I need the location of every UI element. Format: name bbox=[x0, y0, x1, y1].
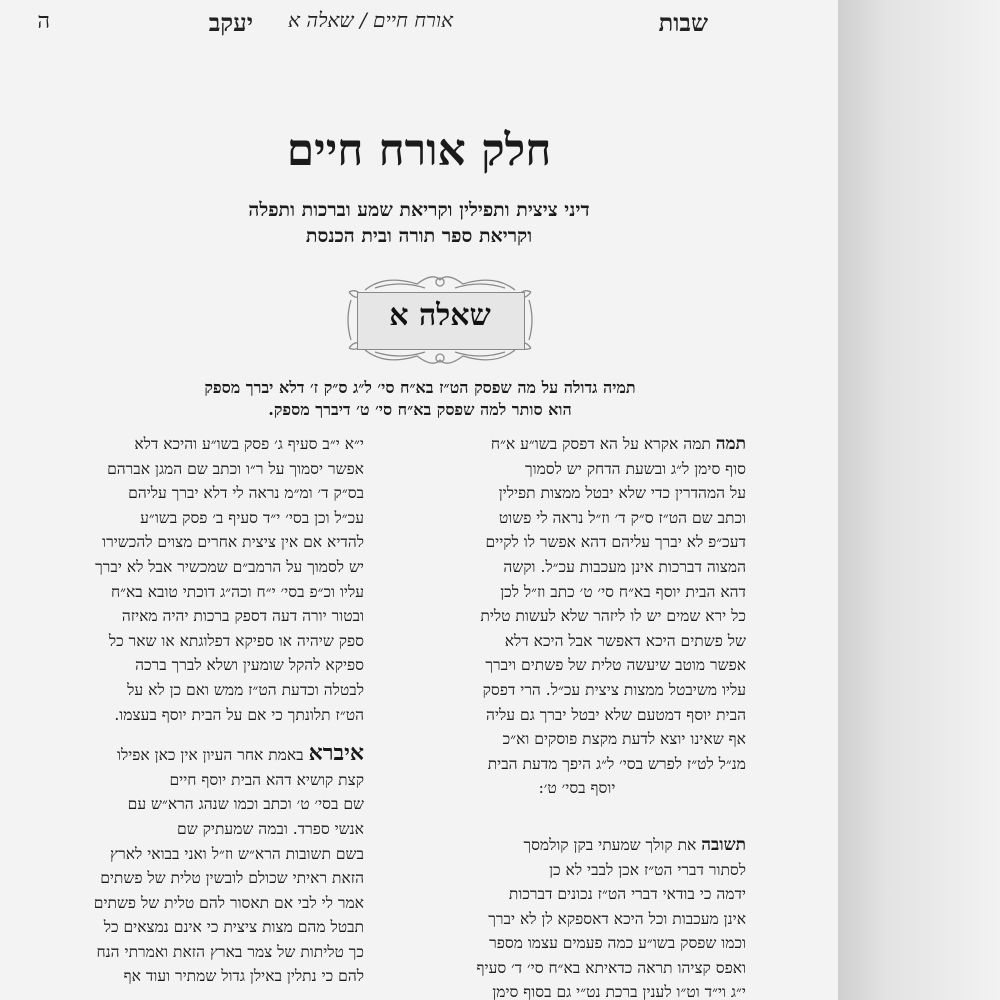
question-summary bbox=[150, 377, 690, 421]
text-line: אינן מעכבות וכל היכא דאספקא לן לא יברך bbox=[488, 909, 746, 928]
text-line: עליו משיבטל ממצות ציצית עכ״ל. הרי דפסק bbox=[482, 680, 746, 699]
text-line: כך טליתות של צמר בארץ הזאת ואמרתי הנח bbox=[96, 942, 364, 961]
text-line: ספק שיהיה או ספיקא דפלוגתא או שאר כל bbox=[108, 631, 364, 650]
text-line: אנשי ספרד. ובמה שמעתיק שם bbox=[177, 819, 364, 838]
running-head bbox=[0, 8, 838, 42]
running-head-book-title: שבות bbox=[658, 8, 708, 37]
text-line: תשובה את קולך שמעתי בקן קולמסך bbox=[523, 834, 746, 855]
text-line: עליו וכ״פ בסי׳ י״ח וכה״ג דוכתי טובא בא״ח bbox=[110, 582, 364, 601]
text-line: ידמה כי בודאי דברי הט״ז נכונים דברכות bbox=[508, 885, 746, 904]
running-head-section: אורח חיים / שאלה א bbox=[288, 8, 453, 32]
text-line: של פשתים היכא דאפשר אבל היכא דלא bbox=[504, 631, 746, 650]
text-line: יוסף בסי׳ ט׳: bbox=[538, 779, 616, 798]
continuation-paragraph bbox=[82, 432, 364, 727]
text-line: הזאת ראיתי שכולם לובשין טלית של פשתים bbox=[100, 869, 364, 888]
text-line: בס״ק ד׳ ומ״מ נראה לי דלא יברך עליהם bbox=[128, 484, 364, 503]
text-line: להדיא אם אין ציצית אחרים מצוים להכשירו bbox=[102, 533, 364, 552]
text-line: שם בסי׳ ט׳ וכתב וכמו שנהג הרא״ש עם bbox=[127, 795, 364, 814]
text-line: ספיקא להקל שומעין ושלא לברך ברכה bbox=[135, 656, 364, 675]
part-title: חלק אורח חיים bbox=[286, 125, 552, 176]
text-line: אף שאינו יוצא לדעת מקצת פוסקים וא״כ bbox=[502, 730, 746, 749]
answer-paragraph bbox=[408, 833, 746, 1000]
paragraph-lead-word: איברא bbox=[308, 740, 364, 767]
text-line: אפשר מוטב שיעשה טלית של פשתים ויברך bbox=[485, 656, 746, 675]
right-column bbox=[408, 432, 746, 1000]
text-line: לסתור דברי הט״ז אכן לבבי לא כן bbox=[549, 860, 746, 879]
text-line: המצוה דברכות אינן מעכבות עכ״ל. וקשה bbox=[503, 557, 746, 576]
paragraph-lead-word: תמה bbox=[715, 434, 746, 454]
text-line: תבטל מהם מצות ציצית כי אינם נמצאים כל bbox=[103, 918, 364, 937]
text-line: הט״ז תלונתך כי אם על הבית יוסף בעצמו. bbox=[114, 705, 364, 724]
text-line: עכ״ל וכן בסי׳ י״ד סעיף ב׳ פסק בשו״ע bbox=[140, 508, 364, 527]
text-line: אמר לי לבי אם תאסור להם טלית של פשתים bbox=[93, 893, 364, 912]
text-line: על המהדרין כדי שלא יבטל ממצות תפילין bbox=[498, 484, 746, 503]
summary-line-2: הוא סותר למה שפסק בא״ח סי׳ ט׳ דיברך מספק. bbox=[268, 400, 572, 419]
question-paragraph bbox=[408, 432, 746, 801]
text-line: דהא הבית יוסף בא״ח סי׳ ט׳ כתב וז״ל לכן bbox=[500, 582, 746, 601]
page-edge-background bbox=[838, 0, 1000, 1000]
text-line: אפשר יסמוך על ר״ו וכתב שם המגן אברהם bbox=[107, 459, 364, 478]
text-line: הבית יוסף דמטעם שלא יבטל יברך גם עליה bbox=[486, 705, 746, 724]
text-line: לבטלה וכדעת הט״ז ממש ואם כן לא על bbox=[127, 680, 364, 699]
text-line: מנ״ל לט״ז לפרש בסי׳ ל״ג היפך מדעת הבית bbox=[487, 754, 746, 773]
text-line: ואפס קציהו תראה כדאיתא בא״ח סי׳ ד׳ סעיף bbox=[476, 958, 746, 977]
text-line: תמה תמה אקרא על הא דפסק בשו״ע א״ח bbox=[490, 434, 746, 454]
text-line: איברא באמת אחר העיון אין כאן אפילו bbox=[116, 740, 364, 767]
running-head-author: יעקב bbox=[208, 8, 253, 37]
text-line: יש לסמוך על הרמב״ם שמכשיר אבל לא יברך bbox=[95, 557, 364, 576]
question-heading: שאלה א bbox=[389, 298, 491, 333]
text-line: וכתב שם הט״ז ס״ק ד׳ וז״ל נראה לי פשוט bbox=[498, 508, 746, 527]
subtitle-line-1: דיני ציצית ותפילין וקריאת שמע וברכות ותפלה bbox=[248, 199, 590, 221]
page-number: ה bbox=[37, 9, 50, 34]
text-line: י״ג וי״ד וט״ו לענין ברכת נט״י גם בסוף סימן bbox=[492, 983, 746, 1000]
summary-line-1: תמיה גדולה על מה שפסק הט״ז בא״ח סי׳ ל״ג ס״ק ז׳ דלא יברך מספק bbox=[204, 378, 636, 397]
text-line: להם כי נתלין באילן גדול שמתיר ועוד אף bbox=[123, 967, 364, 986]
text-line: בשם תשובות הרא״ש וז״ל ואני בבואי לארץ bbox=[110, 844, 364, 863]
subtitle-line-2: וקריאת ספר תורה ובית הכנסת bbox=[305, 225, 533, 247]
text-line: וכמו שפסק בשו״ע כמה פעמים עצמו מספר bbox=[489, 934, 746, 953]
part-subtitle bbox=[0, 197, 838, 249]
second-paragraph bbox=[82, 741, 364, 989]
text-line: קצת קושיא דהא הבית יוסף חיים bbox=[169, 770, 364, 789]
text-line: ובטור יורה דעה דספק ברכות יהיה מאיזה bbox=[121, 607, 364, 626]
paragraph-lead-word: תשובה bbox=[701, 834, 746, 855]
text-line: דעכ״פ לא יברך עליהם דהא אפשר לו לקיים bbox=[485, 533, 746, 552]
text-line: כל ירא שמים יש לו ליזהר שלא לעשות טלית bbox=[480, 607, 746, 626]
text-line: סוף סימן ל״ג ובשעת הדחק יש לסמוך bbox=[525, 459, 746, 478]
text-line: י״א י״ב סעיף ג׳ פסק בשו״ע והיכא דלא bbox=[134, 435, 364, 453]
left-column bbox=[82, 432, 364, 989]
